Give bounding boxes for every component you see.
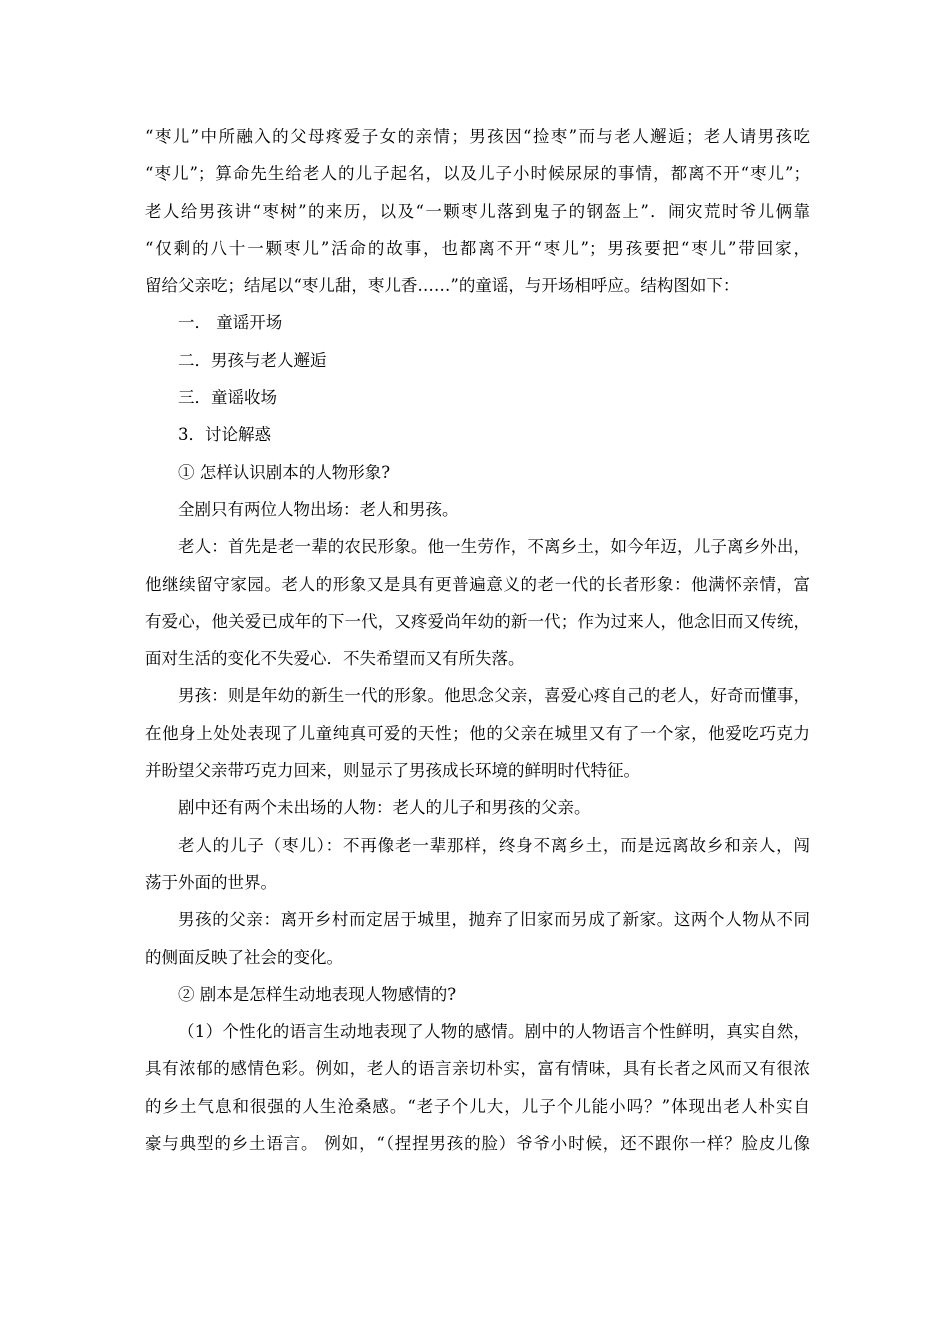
text-line: 并盼望父亲带巧克力回来，则显示了男孩成长环境的鲜明时代特征。 [145,761,640,781]
text-line: 男孩的父亲：离开乡村而定居于城里，抛弃了旧家而另成了新家。这两个人物从不同 [178,910,810,930]
text-line: 他继续留守家园。老人的形象又是具有更普遍意义的老一代的长者形象：他满怀亲情，富 [145,574,810,594]
text-line: 留给父亲吃；结尾以“枣儿甜，枣儿香……”的童谣，与开场相呼应。结构图如下： [145,276,740,296]
text-line: 豪与典型的乡土语言。 例如，“（捏捏男孩的脸）爷爷小时候，还不跟你一样？脸皮儿像 [145,1134,810,1154]
text-line: 剧中还有两个未出场的人物：老人的儿子和男孩的父亲。 [178,798,591,818]
text-line: 男孩：则是年幼的新生一代的形象。他思念父亲，喜爱心疼自己的老人，好奇而懂事， [178,686,810,706]
text-line: 具有浓郁的感情色彩。例如，老人的语言亲切朴实，富有情味，具有长者之风而又有很浓 [145,1059,810,1079]
text-line: 的侧面反映了社会的变化。 [145,947,343,967]
question-heading: ② 剧本是怎样生动地表现人物感情的? [178,984,457,1004]
text-line: “枣儿”中所融入的父母疼爱子女的亲情；男孩因“捡枣”而与老人邂逅；老人请男孩吃 [145,127,810,146]
outline-item: 三．童谣收场 [178,388,277,408]
text-line: 全剧只有两位人物出场：老人和男孩。 [178,499,459,519]
text-line: （1）个性化的语言生动地表现了人物的感情。剧中的人物语言个性鲜明，真实自然， [178,1022,810,1042]
outline-item: 一． 童谣开场 [178,313,283,333]
text-line: 的乡土气息和很强的人生沧桑感。“老子个儿大，儿子个儿能小吗？”体现出老人朴实自 [145,1096,810,1116]
text-line: 老人：首先是老一辈的农民形象。他一生劳作，不离乡土，如今年迈，儿子离乡外出， [178,537,810,557]
section-heading: 3．讨论解惑 [178,425,271,445]
text-line: “枣儿”；算命先生给老人的儿子起名，以及儿子小时候尿尿的事情，都离不开“枣儿”； [145,164,810,184]
text-line: “仅剩的八十一颗枣儿”活命的故事，也都离不开“枣儿”；男孩要把“枣儿”带回家， [145,238,810,258]
outline-item: 二．男孩与老人邂逅 [178,350,327,370]
text-line: 老人给男孩讲“枣树”的来历，以及“一颗枣儿落到鬼子的钢盔上”．闹灾荒时爷儿俩靠 [145,201,810,221]
text-line: 老人的儿子（枣儿）：不再像老一辈那样，终身不离乡土，而是远离故乡和亲人，闯 [178,835,810,855]
text-line: 面对生活的变化不失爱心．不失希望而又有所失落。 [145,649,525,669]
document-body [145,118,810,1162]
text-line: 荡于外面的世界。 [145,872,277,892]
text-line: 有爱心，他关爱已成年的下一代，又疼爱尚年幼的新一代；作为过来人，他念旧而又传统， [145,611,810,631]
text-line: 在他身上处处表现了儿童纯真可爱的天性；他的父亲在城里又有了一个家，他爱吃巧克力 [145,723,810,743]
question-heading: ① 怎样认识剧本的人物形象? [178,462,391,482]
